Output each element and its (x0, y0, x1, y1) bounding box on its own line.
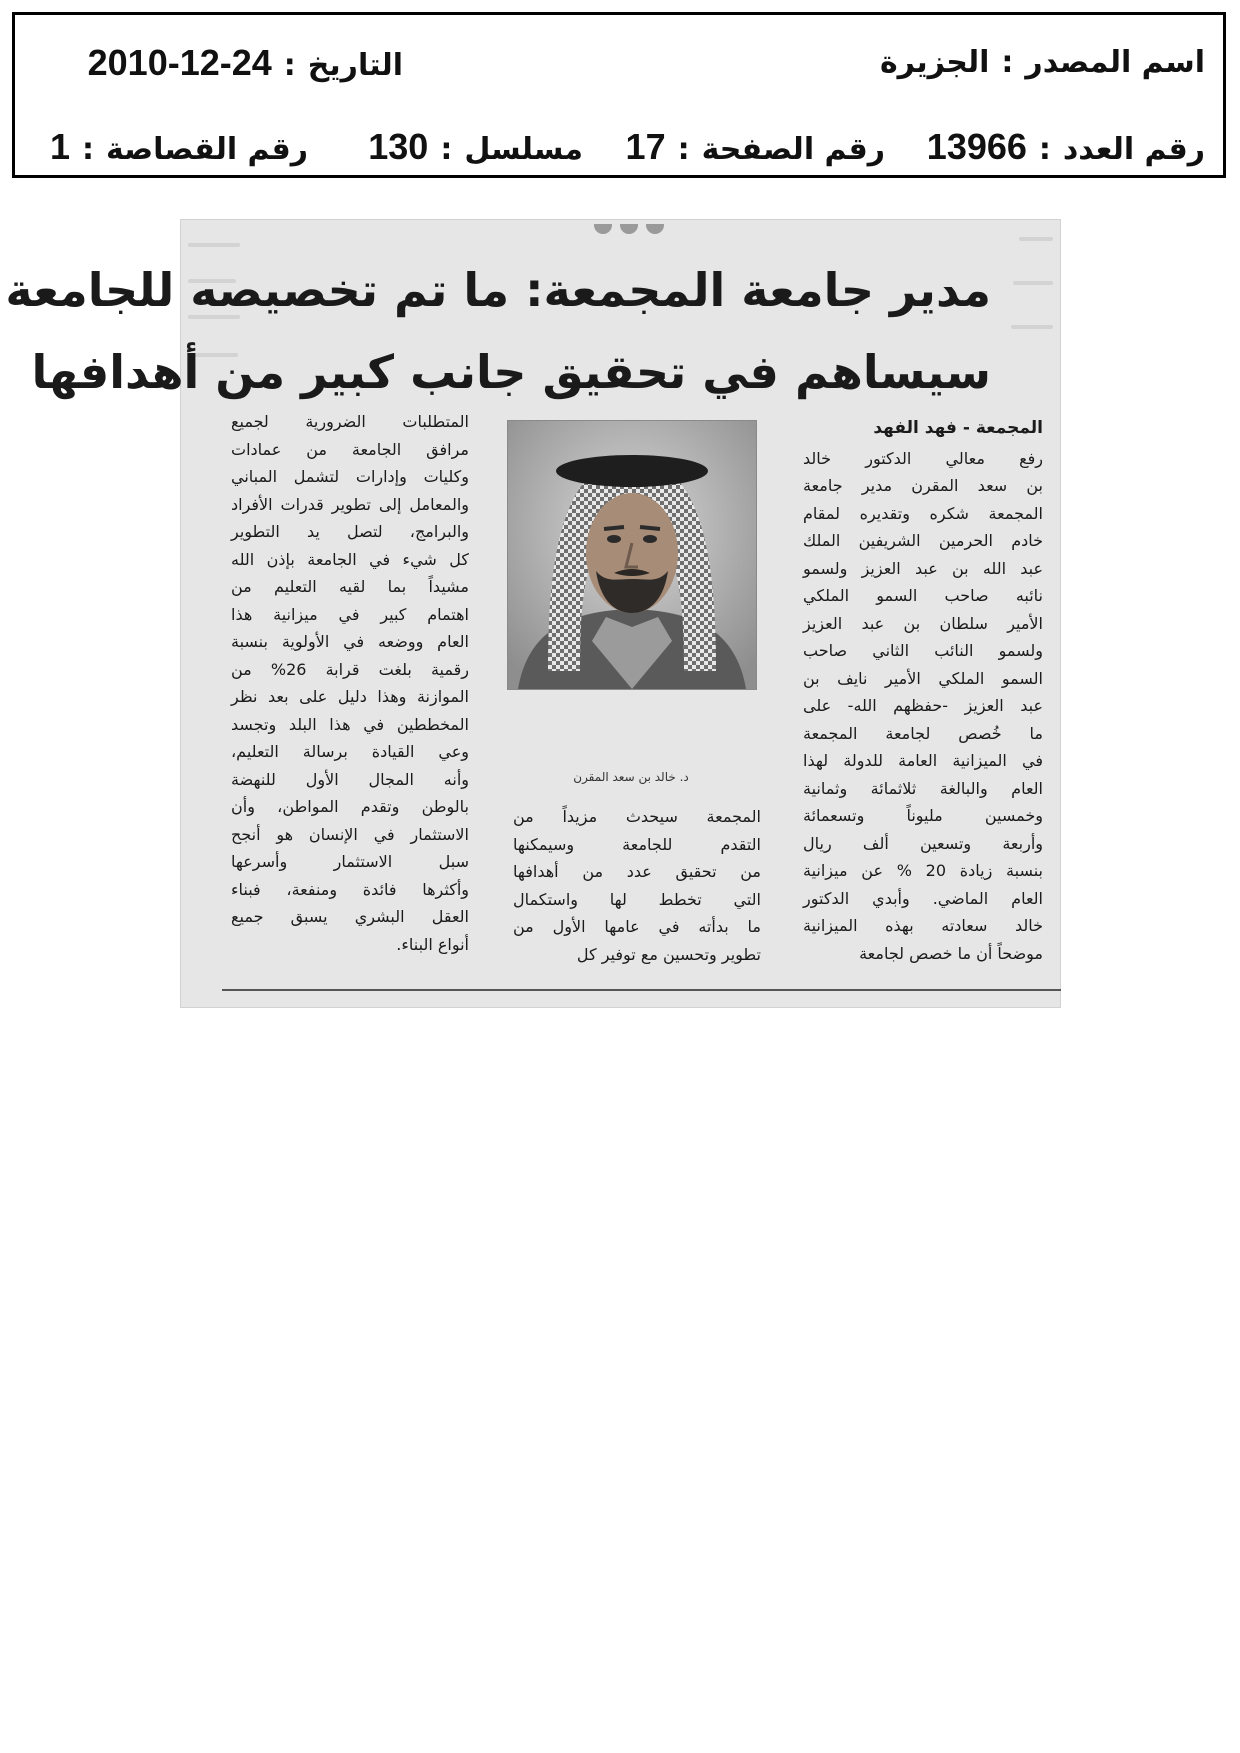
text-line: التي تخطط لها واستكمال (513, 889, 761, 909)
adjacent-column-ghost (1019, 237, 1053, 241)
text-line: العام ووضعه في الأولوية بنسبة (231, 632, 469, 651)
text-line: وأكثرها فائدة ومنفعة، فبناء (231, 879, 469, 899)
text-line: والمعامل إلى تطوير قدرات الأفراد (231, 494, 469, 514)
adjacent-column-ghost (1013, 281, 1053, 285)
text-line: ما خُصص لجامعة المجمعة (803, 723, 1043, 743)
headline-line-1: مدير جامعة المجمعة: ما تم تخصيصه للجامعة (5, 263, 991, 317)
date-value: 2010-12-24 (87, 42, 272, 83)
column-left-lines (231, 408, 469, 958)
date-field (88, 39, 403, 90)
text-line: من تحقيق عدد من أهدافها (513, 862, 761, 881)
decorative-dots (590, 219, 668, 231)
issue-label: رقم العدد (1062, 132, 1205, 167)
text-line: ما بدأته في عامها الأول من (513, 917, 761, 936)
article-column-left (231, 408, 469, 958)
issue-value: 13966 (926, 126, 1027, 167)
source-field (880, 39, 1205, 87)
serial-value: 130 (368, 126, 429, 167)
text-line: الأمير سلطان بن عبد العزيز (803, 613, 1043, 633)
text-line: عبد الله بن عبد العزيز ولسمو (803, 558, 1043, 578)
serial-field (368, 123, 583, 174)
portrait-photo (507, 420, 757, 690)
column-middle-lines (513, 803, 761, 968)
text-line: العام الماضي. وأبدي الدكتور (803, 888, 1043, 908)
text-line: خالد سعادته بهذه الميزانية (803, 916, 1043, 935)
text-line: العقل البشري يسبق جميع (231, 907, 469, 926)
text-line: المجمعة شكره وتقديره لمقام (803, 503, 1043, 523)
text-line: اهتمام كبير في ميزانية هذا (231, 604, 469, 624)
separator: : (677, 132, 690, 167)
page-field (626, 123, 885, 174)
column-right-lines (803, 445, 1043, 968)
serial-label: مسلسل (464, 132, 583, 167)
text-line: المتطلبات الضرورية لجميع (231, 412, 469, 431)
date-label: التاريخ (307, 48, 403, 83)
separator: : (283, 48, 296, 83)
bottom-rule (222, 989, 1061, 991)
text-line: الاستثمار في الإنسان هو أنجح (231, 824, 469, 844)
text-line: رقمية بلغت قرابة 26% من (231, 659, 470, 679)
article-column-right (803, 415, 1043, 967)
separator: : (1001, 45, 1014, 80)
text-line: وأربعة وتسعين ألف ريال (803, 833, 1043, 853)
metadata-row-2 (15, 123, 1223, 171)
text-line: سبل الاستثمار وأسرعها (231, 852, 469, 871)
metadata-row-1 (15, 39, 1223, 87)
text-line: كل شيء في الجامعة بإذن الله (231, 549, 469, 569)
text-line: أنواع البناء. (396, 934, 469, 954)
text-line: ولسمو النائب الثاني صاحب (803, 641, 1043, 660)
issue-field (927, 123, 1205, 174)
text-line: في الميزانية العامة للدولة لهذا (803, 751, 1043, 770)
source-value: الجزيرة (879, 45, 990, 80)
source-label: اسم المصدر (1025, 45, 1205, 80)
separator: : (440, 132, 453, 167)
text-line: نائبه صاحب السمو الملكي (803, 586, 1043, 605)
dot (646, 224, 664, 234)
text-line: مشيداً بما لقيه التعليم من (231, 577, 469, 596)
portrait-photo-icon (508, 421, 756, 689)
text-line: المجمعة سيحدث مزيداً من (513, 807, 761, 826)
separator: : (81, 132, 94, 167)
adjacent-column-ghost (1011, 325, 1053, 329)
text-line: خادم الحرمين الشريفين الملك (803, 531, 1043, 550)
dot (594, 224, 612, 234)
text-line: مرافق الجامعة من عمادات (231, 439, 469, 459)
text-line: عبد العزيز -حفظهم الله- على (803, 696, 1043, 715)
adjacent-column-ghost (188, 243, 240, 247)
article-column-middle (513, 803, 761, 968)
text-line: بن سعد المقرن مدير جامعة (803, 476, 1043, 495)
text-line: رفع معالي الدكتور خالد (803, 448, 1043, 468)
text-line: موضحاً أن ما خصص لجامعة (859, 943, 1043, 963)
text-line: وأنه المجال الأول للنهضة (231, 769, 469, 789)
page-label: رقم الصفحة (701, 132, 885, 167)
text-line: والبرامج، لتصل يد التطوير (231, 522, 469, 541)
clip-label: رقم القصاصة (105, 132, 308, 167)
headline-line-2: سيساهم في تحقيق جانب كبير من أهدافها (31, 345, 991, 399)
text-line: وخمسين مليوناً وتسعمائة (803, 806, 1043, 825)
text-line: وكليات وإدارات لتشمل المباني (231, 467, 469, 486)
article-headline (5, 249, 991, 413)
text-line: التقدم للجامعة وسيمكنها (513, 834, 761, 854)
page-value: 17 (625, 126, 666, 167)
dot (620, 224, 638, 234)
text-line: وعي القيادة برسالة التعليم، (231, 742, 469, 761)
text-line: العام والبالغة ثلاثمائة وثمانية (803, 778, 1043, 798)
text-line: الموازنة وهذا دليل على بعد نظر (231, 687, 469, 706)
text-line: بالوطن وتقدم المواطن، وأن (231, 797, 469, 816)
text-line: بنسبة زيادة 20 % عن ميزانية (803, 861, 1043, 880)
clipping-metadata-box (12, 12, 1226, 178)
clip-value: 1 (49, 126, 70, 167)
byline: المجمعة - فهد الفهد (873, 418, 1043, 438)
text-line: تطوير وتحسين مع توفير كل (576, 944, 761, 964)
newspaper-clipping (5, 219, 1061, 1008)
photo-caption: د. خالد بن سعد المقرن (573, 770, 689, 784)
separator: : (1038, 132, 1051, 167)
text-line: السمو الملكي الأمير نايف بن (803, 668, 1043, 688)
text-line: المخططين في هذا البلد وتجسد (231, 714, 469, 734)
clip-field (50, 123, 308, 174)
